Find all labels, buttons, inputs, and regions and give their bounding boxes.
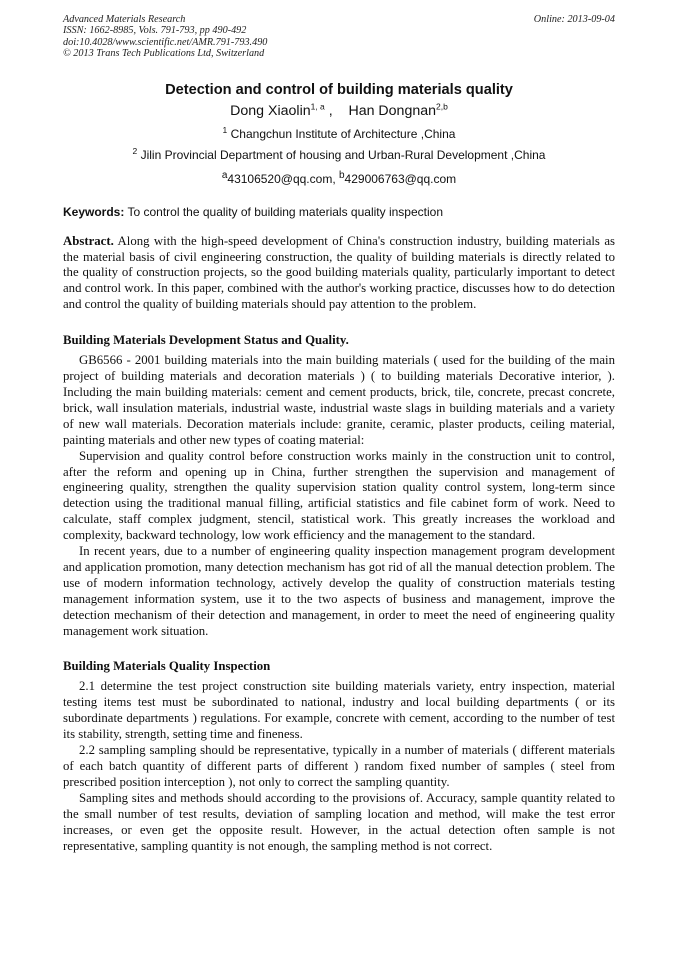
author-1-name: Dong Xiaolin (230, 102, 311, 119)
author-2-name: Han Dongnan (348, 102, 437, 119)
journal-header (63, 14, 615, 60)
section-2-heading: Building Materials Quality Inspection (63, 659, 271, 674)
keywords-label: Keywords: (63, 204, 125, 219)
doi-line: doi:10.4028/www.scientific.net/AMR.791-793.490 (63, 36, 268, 48)
section-1-heading: Building Materials Development Status and Quality. (63, 333, 349, 348)
affiliation-1-text: Changchun Institute of Architecture ,China (230, 126, 456, 141)
section-2-paragraph-2: 2.2 sampling sampling should be representative, typically in a number of materials ( different materials of each batch quantity of different parts of different ) random fixed number of samples ( steel from prescribed position interception ), not only to correct the sampling quantity. (63, 743, 615, 789)
abstract-label: Abstract. (63, 233, 114, 248)
email-a-mark: a (221, 169, 228, 181)
affiliation-1-mark: 1 (222, 124, 228, 135)
author-line (63, 101, 615, 121)
section-2-paragraph-3: Sampling sites and methods should according to the provisions of. Accuracy, sample quantity related to the small number of test results, deviation of sampling location and method, will make the test error increases, or even get the opposite result. However, in the actual detection often sample is not representative, sampling quantity is not enough, the sampling method is not correct. (63, 790, 615, 853)
abstract (63, 234, 615, 314)
email-b: 429006763@qq.com (344, 171, 457, 186)
online-date: Online: 2013-09-04 (533, 14, 615, 25)
section-1-paragraph-1: GB6566 - 2001 building materials into the main building materials ( used for the building of the main project of building materials and decoration materials ) ( to building materials Decorative interior, ). Including the main building materials: cement and cement products, brick, tile, concrete, precast concrete, brick, wall insulation materials, industrial waste, industrial waste slags in building materials and a variety of new wall materials. Decoration materials include: granite, ceramic, plaster products, ceiling material, painting materials and other new types of coating material: (63, 353, 615, 447)
section-1-paragraph-2: Supervision and quality control before construction works mainly in the construction unit to control, after the reform and opening up in China, further strengthen the supervision and management of engineering quality, strengthen the quality supervision station quality control system, long-term since detection using the traditional manual filling, artificial statistics and file cabinet form of work. Need to calculate, staff complex judgment, stencil, statistical work. This greatly increases the workload and complexity, backward technology, low work efficiency and the management to the standard. (63, 448, 615, 543)
section-2-paragraph-1: 2.1 determine the test project construction site building materials variety, entry inspection, material testing items test must be subordinated to national, industry and local building departments ( or its subordinate departments ) regulations. For example, concrete with cement, according to the number of test its stability, strength, setting time and fineness. (63, 679, 615, 742)
email-b-mark: b (338, 169, 345, 181)
paper-title: Detection and control of building materials quality (165, 81, 513, 98)
affiliation-1 (63, 126, 615, 142)
paper-page (63, 14, 615, 854)
journal-name: Advanced Materials Research (63, 14, 186, 25)
affiliation-2-mark: 2 (132, 145, 138, 156)
issn-line: ISSN: 1662-8985, Vols. 791-793, pp 490-492 (63, 25, 247, 37)
abstract-text: Along with the high-speed development of China's construction industry, building materials as the material basis of civil engineering construction, the quality of building materials is directly related to the quality of construction projects, so the good building materials quality, particularly important to detect and control work. In this paper, combined with the author's working practice, discusses how to do detection and control the quality of building materials should pay attention to the problem. (63, 233, 615, 312)
section-1-paragraph-3: In recent years, due to a number of engineering quality inspection management program development and application promotion, many detection mechanism has got rid of all the manual detection problem. The use of modern information technology, actively develop the quality of construction materials testing management information system, use it to the two aspects of business and management, improve the detection mechanism of their detection and management, in order to meet the need of engineering quality management work situation. (63, 544, 615, 638)
email-a: 43106520@qq.com, (227, 171, 339, 186)
affiliation-2-text: Jilin Provincial Department of housing and Urban-Rural Development ,China (140, 147, 546, 162)
section-2-body (63, 679, 615, 854)
affiliation-2 (63, 147, 615, 163)
keywords (63, 204, 615, 220)
copyright-line: © 2013 Trans Tech Publications Ltd, Switzerland (63, 48, 265, 60)
author-separator: , (324, 102, 349, 119)
author-1-affiliation-mark: 1, a (310, 100, 325, 111)
section-1-body (63, 353, 615, 639)
author-2-affiliation-mark: 2,b (436, 100, 448, 111)
email-line (63, 168, 615, 187)
keywords-text: To control the quality of building materials quality inspection (124, 204, 443, 219)
